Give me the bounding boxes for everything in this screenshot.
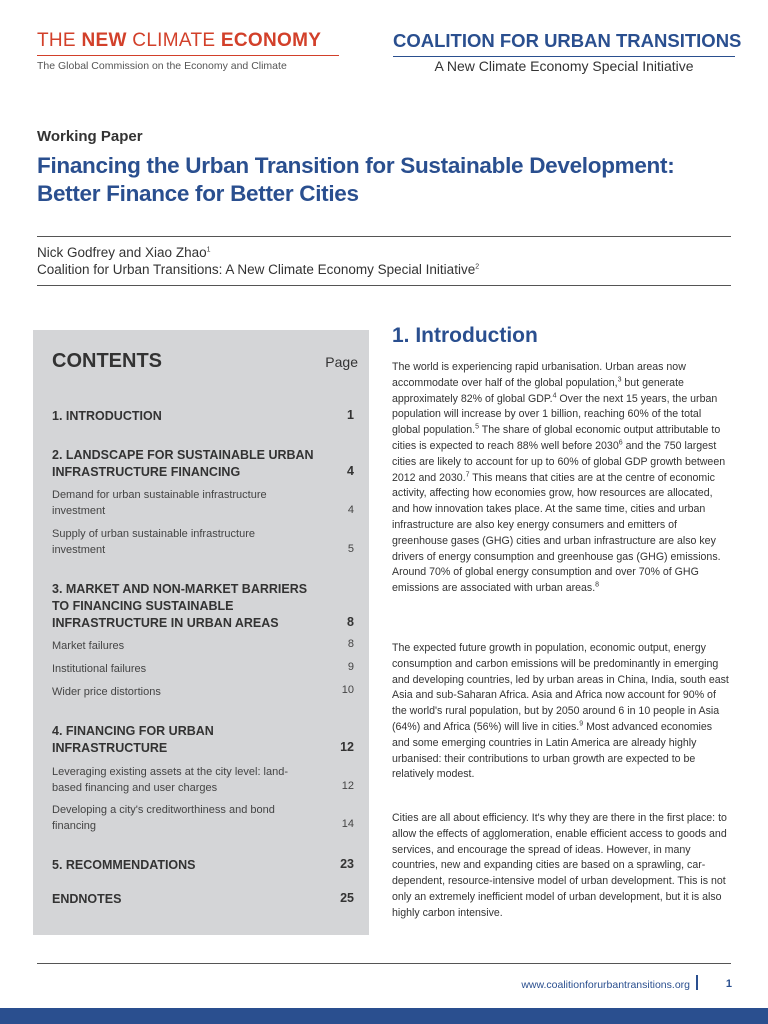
toc-subentry[interactable]: Market failures — [52, 640, 125, 652]
endnote-ref[interactable]: 3 — [617, 376, 622, 384]
endnote-ref[interactable]: 7 — [465, 471, 470, 479]
intro-paragraph-2: The expected future growth in population, economic output, energy consumption and carbon emissions will be predominantly in emerging and developing countries, led by urban areas in China, India, south east Asia and sub-Saharan Africa. Asia and Africa now account for 90% of the world's rural population, but by 2050 around 6 in 10 people in Asia (64%) and Africa (56%) will live in cities.$^9$ Most advanced economies and some emerging countries in Latin America are already highly urbanised: their contributions to urban growth are expected to be relatively modest. — [392, 642, 729, 781]
title-divider-top — [37, 236, 731, 237]
toc-page-number: 8 — [347, 615, 354, 629]
toc-page-number: 5 — [347, 543, 354, 555]
authors: Nick Godfrey and Xiao Zhao$^1$ — [37, 245, 211, 260]
toc-page-number: 12 — [340, 740, 354, 754]
toc-page-number: 25 — [340, 891, 354, 905]
affiliation: Coalition for Urban Transitions: A New Climate Economy Special Initiative$^2$ — [37, 262, 480, 277]
endnote-ref[interactable]: 9 — [579, 720, 584, 728]
introduction-heading: 1. Introduction — [392, 324, 538, 347]
toc-page-number: 12 — [341, 780, 354, 792]
toc-subentry[interactable]: Leveraging existing assets at the city level: land-based financing and user charges — [52, 766, 289, 794]
footer-separator — [696, 975, 698, 990]
endnote-ref[interactable]: 5 — [475, 423, 479, 431]
coalition-divider — [393, 56, 735, 57]
endnote-ref[interactable]: 4 — [552, 392, 557, 400]
toc-page-number: 8 — [347, 638, 354, 650]
title-divider-bottom — [37, 285, 731, 286]
footer-color-bar — [0, 1008, 768, 1024]
nce-prefix: THE — [37, 30, 82, 51]
toc-subentry[interactable]: Wider price distortions — [52, 686, 161, 698]
footer-divider — [37, 963, 731, 964]
working-paper-label: Working Paper — [37, 128, 143, 145]
toc-page-number: 9 — [347, 661, 354, 673]
toc-page-number: 4 — [347, 464, 354, 478]
title-line-1: Financing the Urban Transition for Sustainable Development: — [37, 153, 675, 178]
toc-page-number: 23 — [340, 857, 354, 871]
coalition-title: COALITION FOR URBAN TRANSITIONS — [393, 30, 742, 51]
nce-middle: CLIMATE — [126, 30, 221, 51]
paper-title — [37, 152, 737, 208]
nce-logo-title — [37, 30, 321, 52]
intro-paragraph-3: Cities are all about efficiency. It's why they are there in the first place: to allow the effects of agglomeration, enable efficient access to goods and services, and encourage the spread of ideas. However, in many countries, new and expanding cities are based on a sprawling, car-dependent, resource-intensive model of urban development. This is not only an extremely inefficient model of urban development, but it is also highly carbon intensive. — [392, 812, 727, 919]
page-number: 1 — [725, 978, 732, 990]
nce-new: NEW — [81, 30, 127, 51]
title-line-2: Better Finance for Better Cities — [37, 181, 359, 206]
coalition-subtitle: A New Climate Economy Special Initiative — [434, 58, 694, 74]
toc-page-number: 14 — [341, 818, 354, 830]
toc-entry[interactable]: 2. LANDSCAPE FOR SUSTAINABLE URBAN INFRASTRUCTURE FINANCING — [52, 448, 314, 479]
toc-page-number: 4 — [347, 504, 354, 516]
author-footnote: 1 — [206, 246, 211, 254]
contents-page-label: Page — [325, 354, 358, 370]
footer-website-link[interactable]: www.coalitionforurbantransitions.org — [521, 979, 690, 991]
toc-entry[interactable]: ENDNOTES — [52, 892, 122, 906]
endnote-ref[interactable]: 6 — [618, 439, 623, 447]
contents-heading: CONTENTS — [52, 350, 162, 372]
nce-divider — [37, 55, 339, 56]
nce-subtitle: The Global Commission on the Economy and Climate — [37, 60, 287, 72]
toc-entry[interactable]: 3. MARKET AND NON-MARKET BARRIERS TO FINANCING SUSTAINABLE INFRASTRUCTURE IN URBAN AREAS — [52, 582, 308, 630]
toc-entry[interactable]: 4. FINANCING FOR URBAN INFRASTRUCTURE — [52, 724, 214, 755]
toc-subentry[interactable]: Supply of urban sustainable infrastructure investment — [52, 528, 256, 556]
toc-page-number: 10 — [341, 684, 354, 696]
affiliation-footnote: 2 — [475, 263, 480, 271]
intro-paragraph-1: The world is experiencing rapid urbanisation. Urban areas now accommodate over half of the global population,$^3$ but generate approximately 82% of global GDP.$^4$ Over the next 15 years, the urban population will increase by over 1 billion, reaching 60% of the total global population.$^5$ The share of global economic output attributable to cities is expected to reach 88% well before 2030$^6$ and the 750 largest cities are likely to account for up to 60% of global GDP growth between 2012 and 2030.$^7$ This means that cities are at the centre of economic activity, affecting how economies grow, how resources are allocated, and how innovation takes place. At the same time, cities and urban infrastructure are also key energy consumers and emitters of greenhouse gases (GHG) cities and urban infrastructure are also key drivers of energy consumption and greenhouse gas (GHG) emissions. Around 70% of global energy consumption and over 70% of GHG emissions are associated with urban areas.$^8$ — [392, 361, 726, 595]
toc-entry[interactable]: 5. RECOMMENDATIONS — [52, 858, 196, 872]
toc-subentry[interactable]: Developing a city's creditworthiness and bond financing — [52, 804, 275, 832]
toc-entry[interactable]: 1. INTRODUCTION — [52, 409, 162, 423]
endnote-ref[interactable]: 8 — [595, 581, 600, 589]
toc-subentry[interactable]: Demand for urban sustainable infrastructure investment — [52, 489, 267, 517]
nce-economy: ECONOMY — [220, 30, 322, 51]
toc-subentry[interactable]: Institutional failures — [52, 663, 147, 675]
toc-page-number: 1 — [347, 408, 354, 422]
